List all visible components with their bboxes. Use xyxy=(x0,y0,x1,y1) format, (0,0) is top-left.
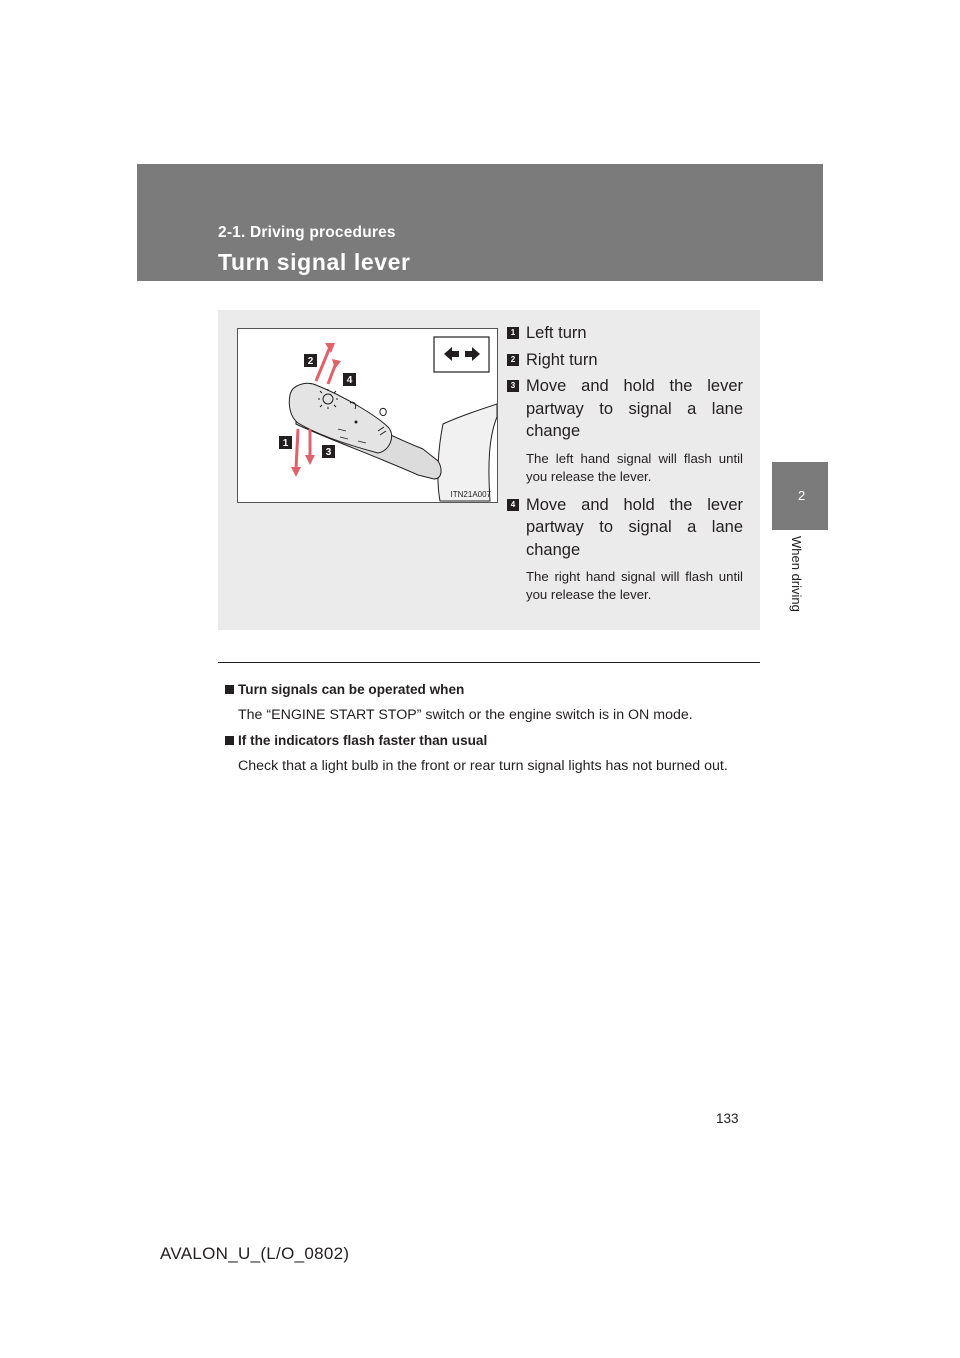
note-heading xyxy=(225,732,755,750)
turn-signal-figure xyxy=(237,328,498,503)
step-item xyxy=(507,349,743,372)
chapter-label: When driving xyxy=(789,536,804,612)
note-heading-text: If the indicators flash faster than usual xyxy=(238,733,488,748)
chapter-label-wrap xyxy=(789,536,809,626)
arrowhead-up-outer xyxy=(325,343,335,353)
arrowhead-down-inner xyxy=(305,455,315,465)
page-title: Turn signal lever xyxy=(218,249,411,275)
steps-list xyxy=(507,322,743,612)
step-text: Left turn xyxy=(526,324,587,342)
step-text: Move and hold the lever partway to signal a lane change xyxy=(526,377,743,440)
step-badge: 1 xyxy=(507,327,519,339)
notes-section xyxy=(225,681,755,783)
section-label: 2-1. Driving procedures xyxy=(218,224,396,241)
note-heading-text: Turn signals can be operated when xyxy=(238,682,465,697)
callout-3-label: 3 xyxy=(325,447,332,458)
note-body: The “ENGINE START STOP” switch or the engine switch is in ON mode. xyxy=(238,707,693,723)
document-code: AVALON_U_(L/O_0802) xyxy=(160,1244,350,1263)
chapter-number: 2 xyxy=(798,488,806,503)
bullet-square-icon xyxy=(225,685,234,694)
step-badge: 3 xyxy=(507,380,519,392)
turn-signal-lever-illustration xyxy=(238,329,497,502)
note-heading xyxy=(225,681,755,699)
step-item xyxy=(507,322,743,345)
step-badge: 2 xyxy=(507,354,519,366)
arrow-down-outer xyxy=(296,429,298,469)
step-text: Right turn xyxy=(526,350,598,369)
note-body: Check that a light bulb in the front or rear turn signal lights has not burned out. xyxy=(238,758,728,774)
callout-1-label: 1 xyxy=(282,438,289,449)
switch-dot xyxy=(355,421,358,424)
parking-light-icon xyxy=(380,408,386,415)
page-number: 133 xyxy=(716,1111,739,1126)
bullet-square-icon xyxy=(225,736,234,745)
step-note: The left hand signal will flash until you release the lever. xyxy=(526,450,743,484)
arrowhead-down-outer xyxy=(291,467,301,477)
step-item xyxy=(507,375,743,486)
step-text: Move and hold the lever partway to signal a lane change xyxy=(526,495,743,559)
direction-icon-frame xyxy=(434,337,489,372)
section-divider xyxy=(218,662,760,663)
figure-code: ITN21A007 xyxy=(450,490,491,499)
callout-4-label: 4 xyxy=(346,375,353,386)
arrow-up-outer xyxy=(316,347,330,381)
step-item xyxy=(507,494,743,605)
step-badge: 4 xyxy=(507,499,519,511)
callout-2-label: 2 xyxy=(307,356,314,367)
steering-column xyxy=(438,404,497,501)
step-note: The right hand signal will flash until you release the lever. xyxy=(526,569,743,602)
